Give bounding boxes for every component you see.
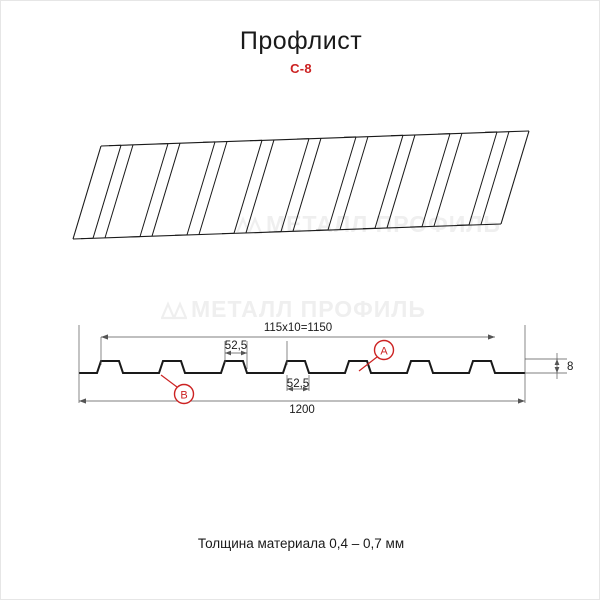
technical-drawing	[1, 1, 600, 601]
callout-a	[359, 341, 394, 372]
watermark-text: МЕТАЛЛ ПРОФИЛЬ	[191, 296, 426, 322]
dimension-rib-bottom-label: 52,5	[286, 378, 310, 390]
watermark-text: МЕТАЛЛ ПРОФИЛЬ	[266, 211, 501, 237]
cross-section	[79, 322, 573, 416]
material-thickness-note: Толщина материала 0,4 – 0,7 мм	[197, 536, 405, 551]
dimension-pitch-total-label: 115х10=1150	[263, 322, 333, 334]
callout-a-label: A	[380, 345, 388, 358]
callout-b-label: B	[180, 389, 188, 402]
dimension-height	[555, 353, 560, 379]
perspective-sheet	[73, 131, 529, 239]
dimension-rib-top-label: 52,5	[224, 340, 248, 352]
page-title: Профлист	[239, 27, 363, 55]
dimension-height-label: 8	[567, 361, 574, 373]
dimension-width-total	[79, 398, 525, 403]
callout-b	[161, 375, 194, 404]
dimension-width-total-label: 1200	[289, 404, 315, 416]
dimension-pitch-total	[101, 334, 495, 339]
profile-outline	[79, 361, 525, 373]
product-code: С-8	[290, 61, 312, 76]
